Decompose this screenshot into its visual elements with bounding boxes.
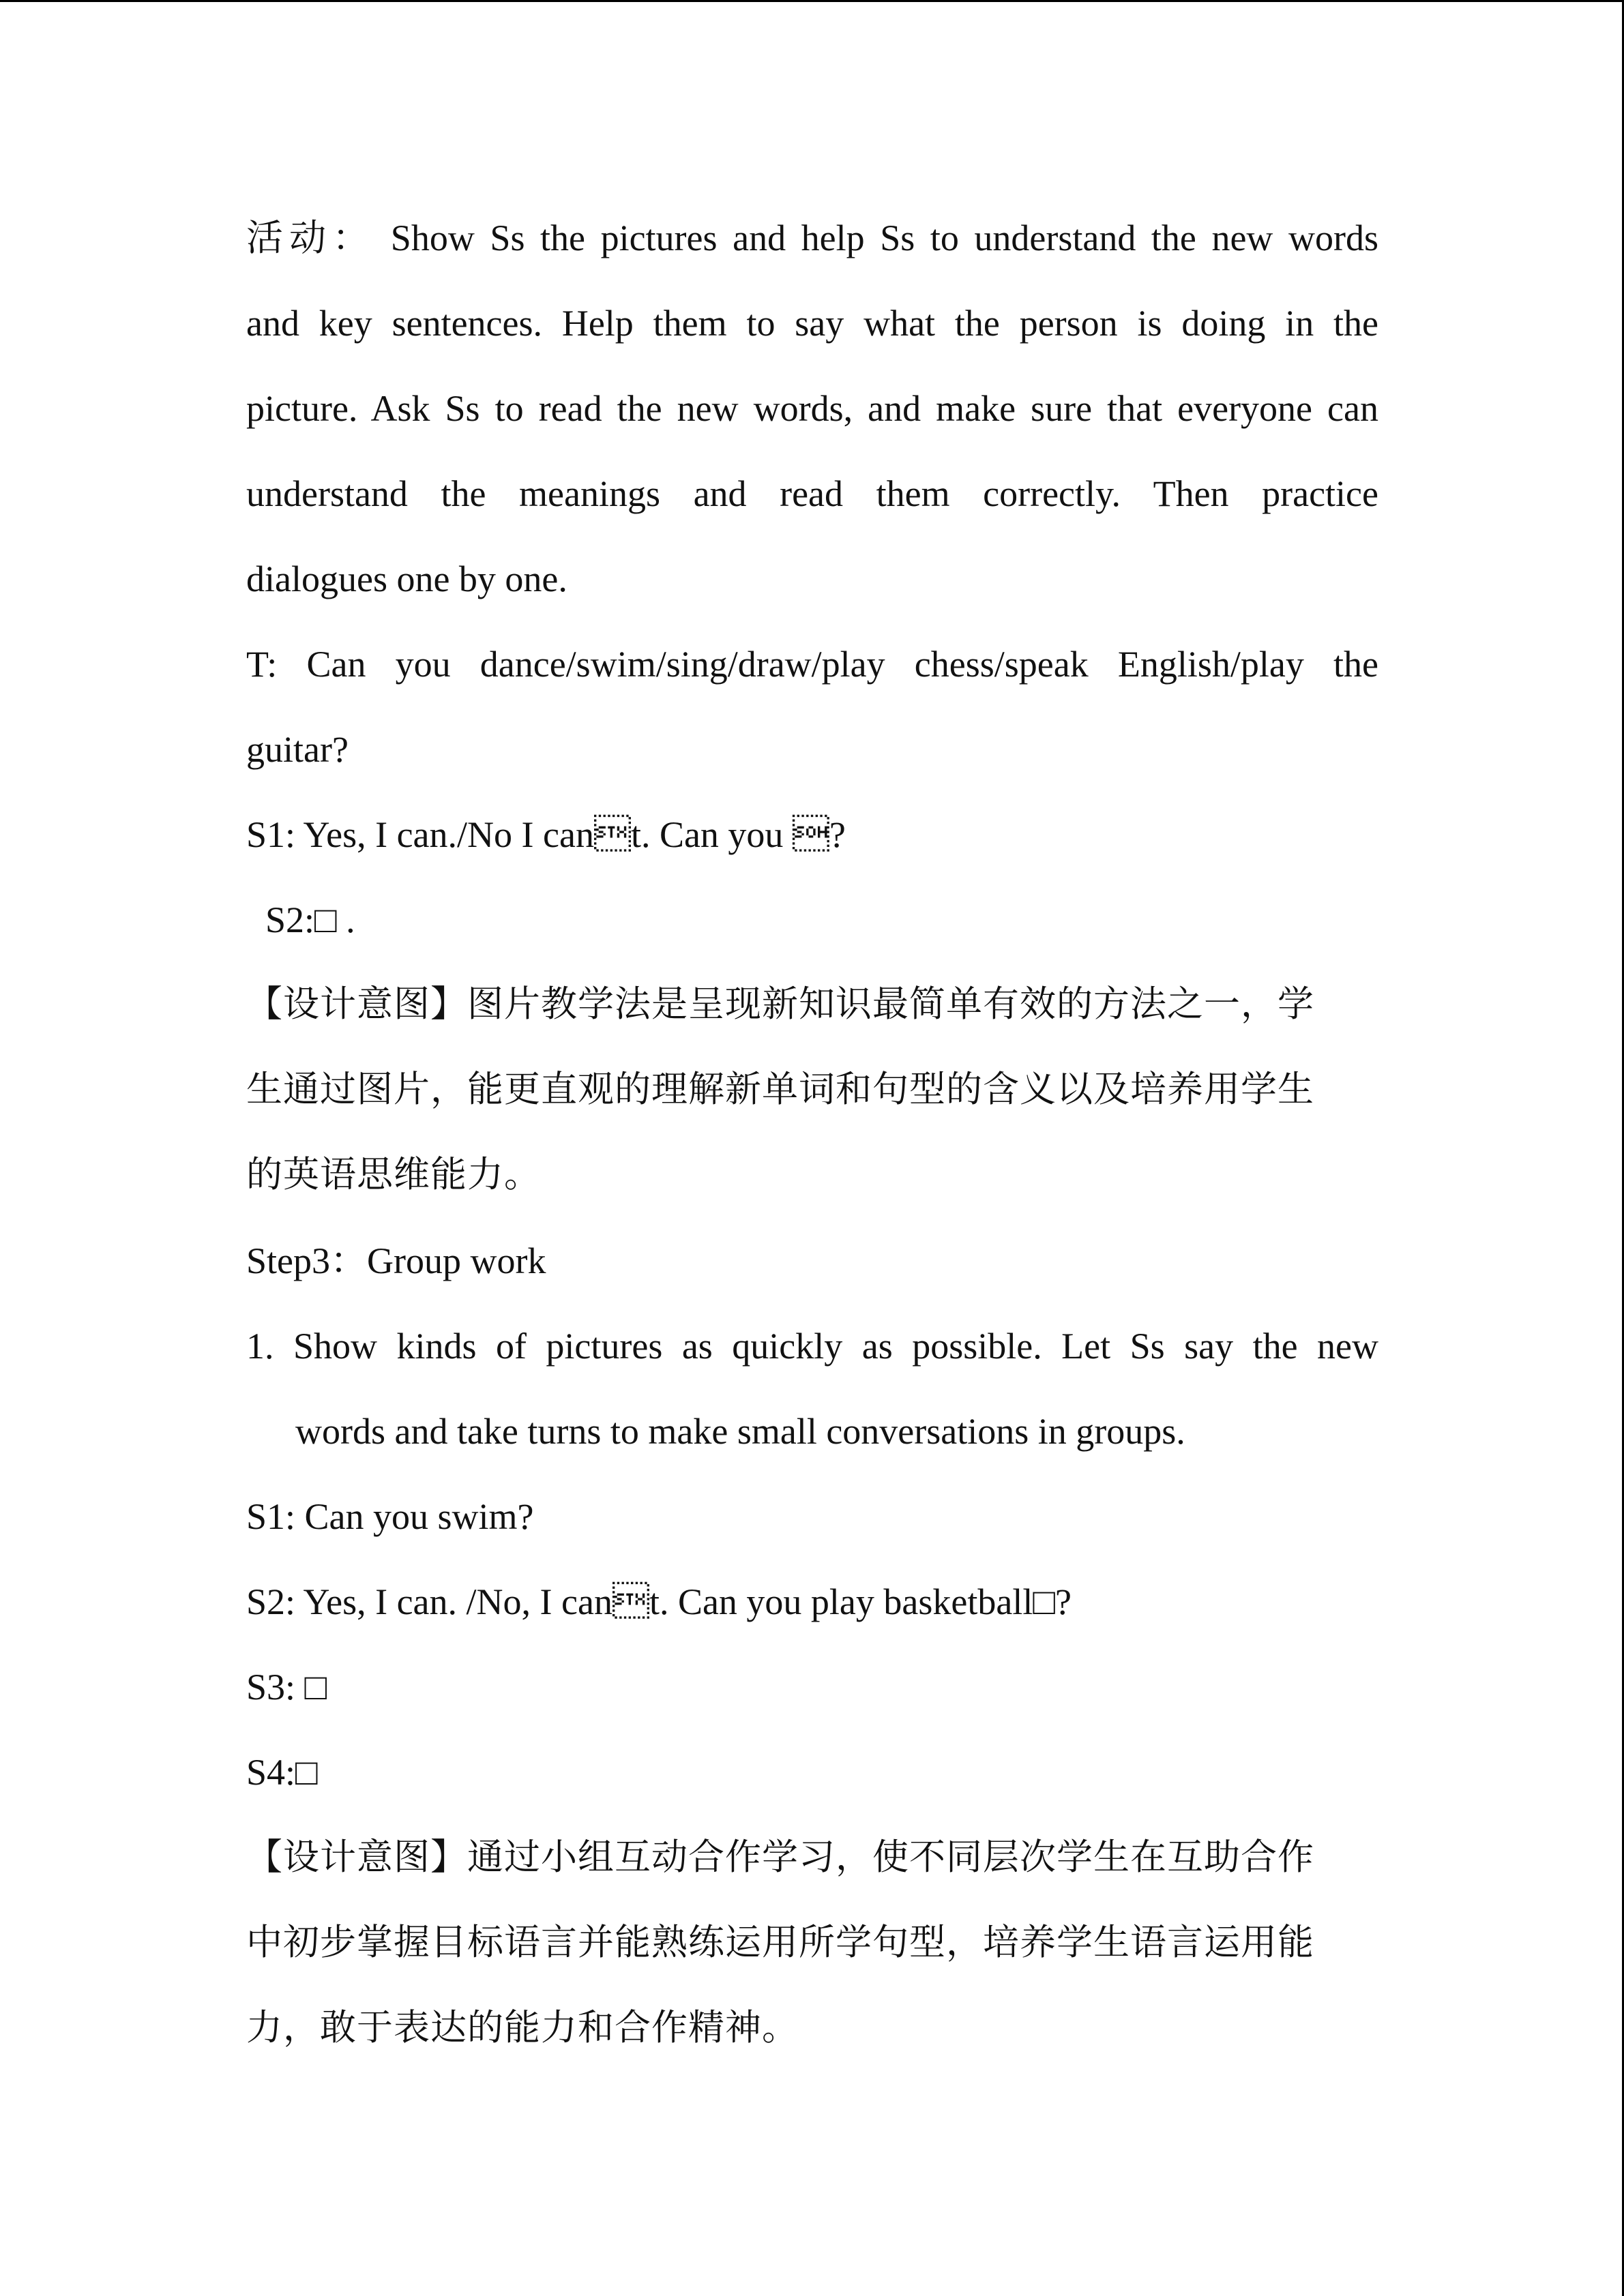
activity-line-5: dialogues one by one. [246, 558, 567, 599]
step3-heading: Step3：Group work [246, 1240, 546, 1281]
design-intent-2-line-1: 【设计意图】通过小组互动合作学习，使不同层次学生在互助合作 [246, 1836, 1314, 1878]
design-intent-1-line-2: 生通过图片，能更直观的理解新单词和句型的含义以及培养用学生 [246, 1069, 1314, 1110]
step3-item1-line-2: words and take turns to make small conversations in groups. [295, 1411, 1185, 1452]
activity-line-4: understand the meanings and read them correctly. Then practice [246, 473, 1378, 514]
design-intent-1-line-3: 的英语思维能力。 [246, 1154, 541, 1195]
design-intent-2-line-3: 力，敢于表达的能力和合作精神。 [246, 2007, 799, 2048]
student2-answer: S2:□ . [265, 899, 355, 940]
page-top-border [0, 0, 1624, 2]
activity-line-3: picture. Ask Ss to read the new words, and make sure that everyone can [246, 388, 1378, 429]
student1-answer: S1: Yes, I can./No I cant. Can you ? [246, 814, 846, 855]
design-intent-1-line-1: 【设计意图】图片教学法是呈现新知识最简单有效的方法之一，学 [246, 983, 1314, 1025]
activity-line-1: 活动： Show Ss the pictures and help Ss to understand the new words [246, 218, 1378, 258]
teacher-question-line-1: T: Can you dance/swim/sing/draw/play chess/speak English/play the [246, 644, 1378, 685]
design-intent-2-line-2: 中初步掌握目标语言并能熟练运用所学句型，培养学生语言运用能 [246, 1922, 1314, 1963]
activity-line-2: and key sentences. Help them to say what the person is doing in the [246, 303, 1378, 344]
group-s1-line: S1: Can you swim? [246, 1496, 534, 1537]
teacher-question-line-2: guitar? [246, 729, 349, 770]
group-s4-line: S4:□ [246, 1752, 318, 1793]
group-s3-line: S3: □ [246, 1667, 327, 1708]
group-s2-line: S2: Yes, I can. /No, I cant. Can you play basketball□? [246, 1581, 1072, 1622]
step3-item1-line-1: 1. Show kinds of pictures as quickly as possible. Let Ss say the new [246, 1326, 1378, 1367]
